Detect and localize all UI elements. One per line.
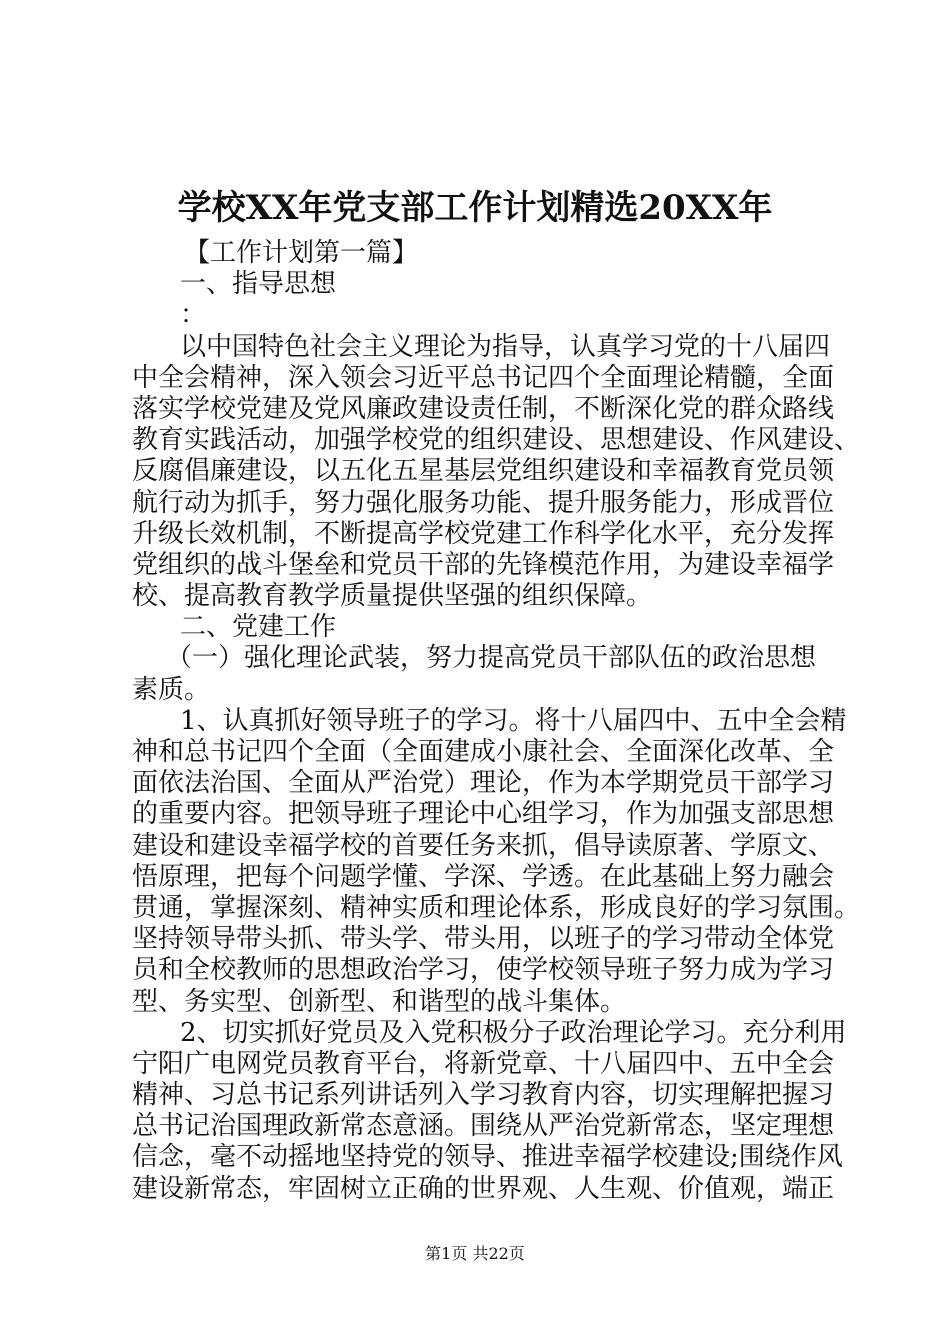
document-body bbox=[132, 238, 861, 1205]
section-heading: 【工作计划第一篇】 bbox=[184, 238, 419, 268]
paragraph-line: ： bbox=[180, 300, 207, 331]
paragraph-line: 的重要内容。把领导班子理论中心组学习，作为加强支部思想 bbox=[132, 799, 835, 830]
paragraph-line: 党组织的战斗堡垒和党员干部的先锋模范作用，为建设幸福学 bbox=[132, 549, 835, 580]
paragraph-line: 以中国特色社会主义理论为指导，认真学习党的十八届四 bbox=[180, 331, 831, 362]
paragraph-line: 宁阳广电网党员教育平台，将新党章、十八届四中、五中全会 bbox=[132, 1048, 835, 1079]
paragraph-line: 校、提高教育教学质量提供坚强的组织保障。 bbox=[132, 581, 653, 612]
paragraph-line: （一）强化理论武装，努力提高党员干部队伍的政治思想 bbox=[166, 643, 817, 674]
paragraph-line: 型、务实型、创新型、和谐型的战斗集体。 bbox=[132, 986, 627, 1017]
paragraph-line: 素质。 bbox=[132, 674, 211, 705]
paragraph-line: 航行动为抓手，努力强化服务功能、提升服务能力，形成晋位 bbox=[132, 487, 835, 518]
paragraph-line: 信念，毫不动摇地坚持党的领导、推进幸福学校建设;围绕作风 bbox=[132, 1142, 843, 1173]
paragraph-line: 反腐倡廉建设，以五化五星基层党组织建设和幸福教育党员领 bbox=[132, 456, 835, 487]
paragraph-line: 2、切实抓好党员及入党积极分子政治理论学习。充分利用 bbox=[180, 1017, 847, 1048]
subsection-heading: 二、党建工作 bbox=[180, 612, 337, 643]
paragraph-line: 精神、习总书记系列讲话列入学习教育内容，切实理解把握习 bbox=[132, 1080, 835, 1111]
paragraph-line: 升级长效机制，不断提高学校党建工作科学化水平，充分发挥 bbox=[132, 518, 835, 549]
paragraph-line: 教育实践活动，加强学校党的组织建设、思想建设、作风建设、 bbox=[132, 425, 861, 456]
paragraph-line: 悟原理，把每个问题学懂、学深、学透。在此基础上努力融会 bbox=[132, 861, 835, 892]
paragraph-line: 落实学校党建及党风廉政建设责任制，不断深化党的群众路线 bbox=[132, 393, 835, 424]
paragraph-line: 中全会精神，深入领会习近平总书记四个全面理论精髓，全面 bbox=[132, 362, 835, 393]
page-footer: 第1页 共22页 bbox=[425, 1244, 525, 1263]
paragraph-line: 总书记治国理政新常态意涵。围绕从严治党新常态，坚定理想 bbox=[132, 1111, 835, 1142]
paragraph-line: 坚持领导带头抓、带头学、带头用，以班子的学习带动全体党 bbox=[132, 924, 835, 955]
paragraph-line: 神和总书记四个全面（全面建成小康社会、全面深化改革、全 bbox=[132, 737, 835, 767]
paragraph-line: 1、认真抓好领导班子的学习。将十八届四中、五中全会精 bbox=[180, 705, 847, 736]
paragraph-line: 员和全校教师的思想政治学习，使学校领导班子努力成为学习 bbox=[132, 955, 835, 986]
paragraph-line: 面依法治国、全面从严治党）理论，作为本学期党员干部学习 bbox=[132, 768, 835, 799]
paragraph-line: 建设和建设幸福学校的首要任务来抓，倡导读原著、学原文、 bbox=[132, 830, 835, 861]
subsection-heading: 一、指导思想 bbox=[180, 269, 337, 300]
paragraph-line: 贯通，掌握深刻、精神实质和理论体系，形成良好的学习氛围。 bbox=[132, 892, 861, 923]
paragraph-line: 建设新常态，牢固树立正确的世界观、人生观、价值观，端正 bbox=[132, 1173, 835, 1204]
document-title: 学校XX年党支部工作计划精选20XX年 bbox=[177, 188, 773, 228]
